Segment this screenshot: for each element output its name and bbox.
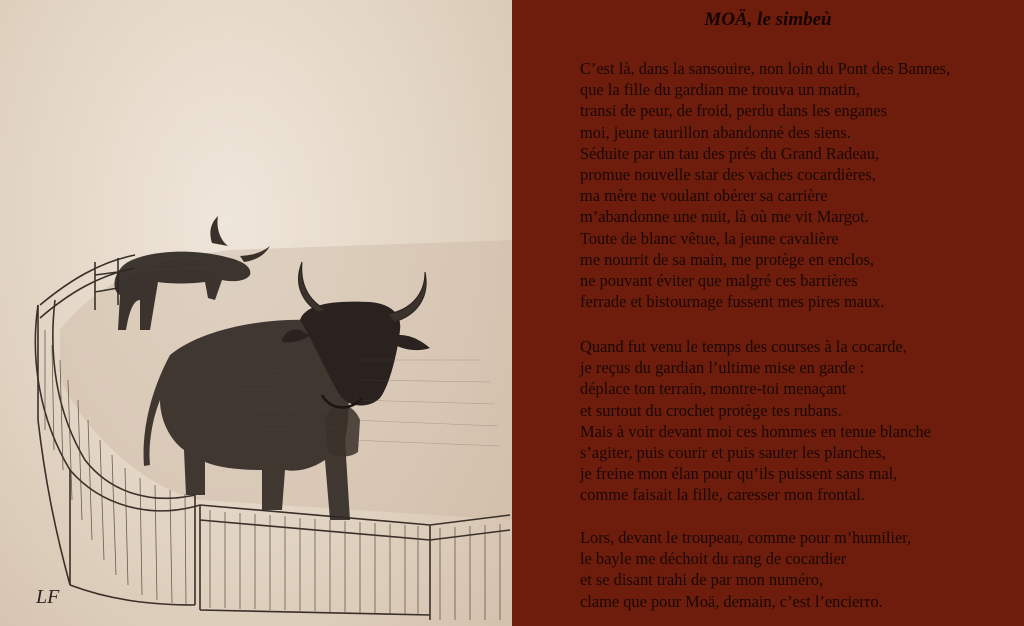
poem-line: que la fille du gardian me trouva un matin, [580, 80, 860, 100]
stanza-2 [580, 336, 931, 506]
poem-line: et surtout du crochet protège tes rubans. [580, 400, 842, 420]
poem-line: Séduite par un tau des prés du Grand Radeau, [580, 143, 880, 163]
poem-line: et se disant trahi de par mon numéro, [580, 570, 824, 590]
poem-line: ne pouvant éviter que malgré ces barrières [580, 271, 858, 291]
poem-line: Toute de blanc vêtue, la jeune cavalière [580, 228, 839, 248]
poem-line: comme faisait la fille, caresser mon frontal. [580, 485, 865, 505]
poem-line: moi, jeune taurillon abandonné des siens. [580, 122, 851, 142]
poem-line: C’est là, dans la sansouire, non loin du Pont des Bannes, [580, 59, 951, 78]
poem-panel [512, 0, 1024, 626]
poem-line: s’agiter, puis courir et puis sauter les planches, [580, 443, 886, 463]
poem-line: clame que pour Moä, demain, c’est l’encierro. [580, 591, 883, 611]
poem-line: promue nouvelle star des vaches cocardières, [580, 165, 876, 185]
poem-line: le bayle me déchoit du rang de cocardier [580, 549, 847, 569]
poem-line: Lors, devant le troupeau, comme pour m’humilier, [580, 528, 912, 547]
poem-line: transi de peur, de froid, perdu dans les enganes [580, 101, 888, 121]
poem-line: ma mère ne voulant obérer sa carrière [580, 186, 828, 206]
poem-line: me nourrit de sa main, me protège en enclos, [580, 249, 875, 269]
poem-line: Quand fut venu le temps des courses à la cocarde, [580, 337, 907, 356]
stanza-3 [580, 527, 911, 612]
poem-line: déplace ton terrain, montre-toi menaçant [580, 379, 847, 399]
poem-line: je freine mon élan pour qu’ils puissent sans mal, [580, 464, 898, 484]
poem-title: MOÄ, le simbeù [704, 9, 832, 30]
poem-line: Mais à voir devant moi ces hommes en tenue blanche [580, 421, 931, 441]
artist-signature: LF [36, 586, 60, 608]
poem-line: ferrade et bistournage fussent mes pires maux. [580, 292, 885, 312]
poem-line: m’abandonne une nuit, là où me vit Margot. [580, 207, 869, 227]
poem-line: je reçus du gardian l’ultime mise en garde : [580, 358, 865, 378]
stanza-1 [580, 58, 950, 312]
